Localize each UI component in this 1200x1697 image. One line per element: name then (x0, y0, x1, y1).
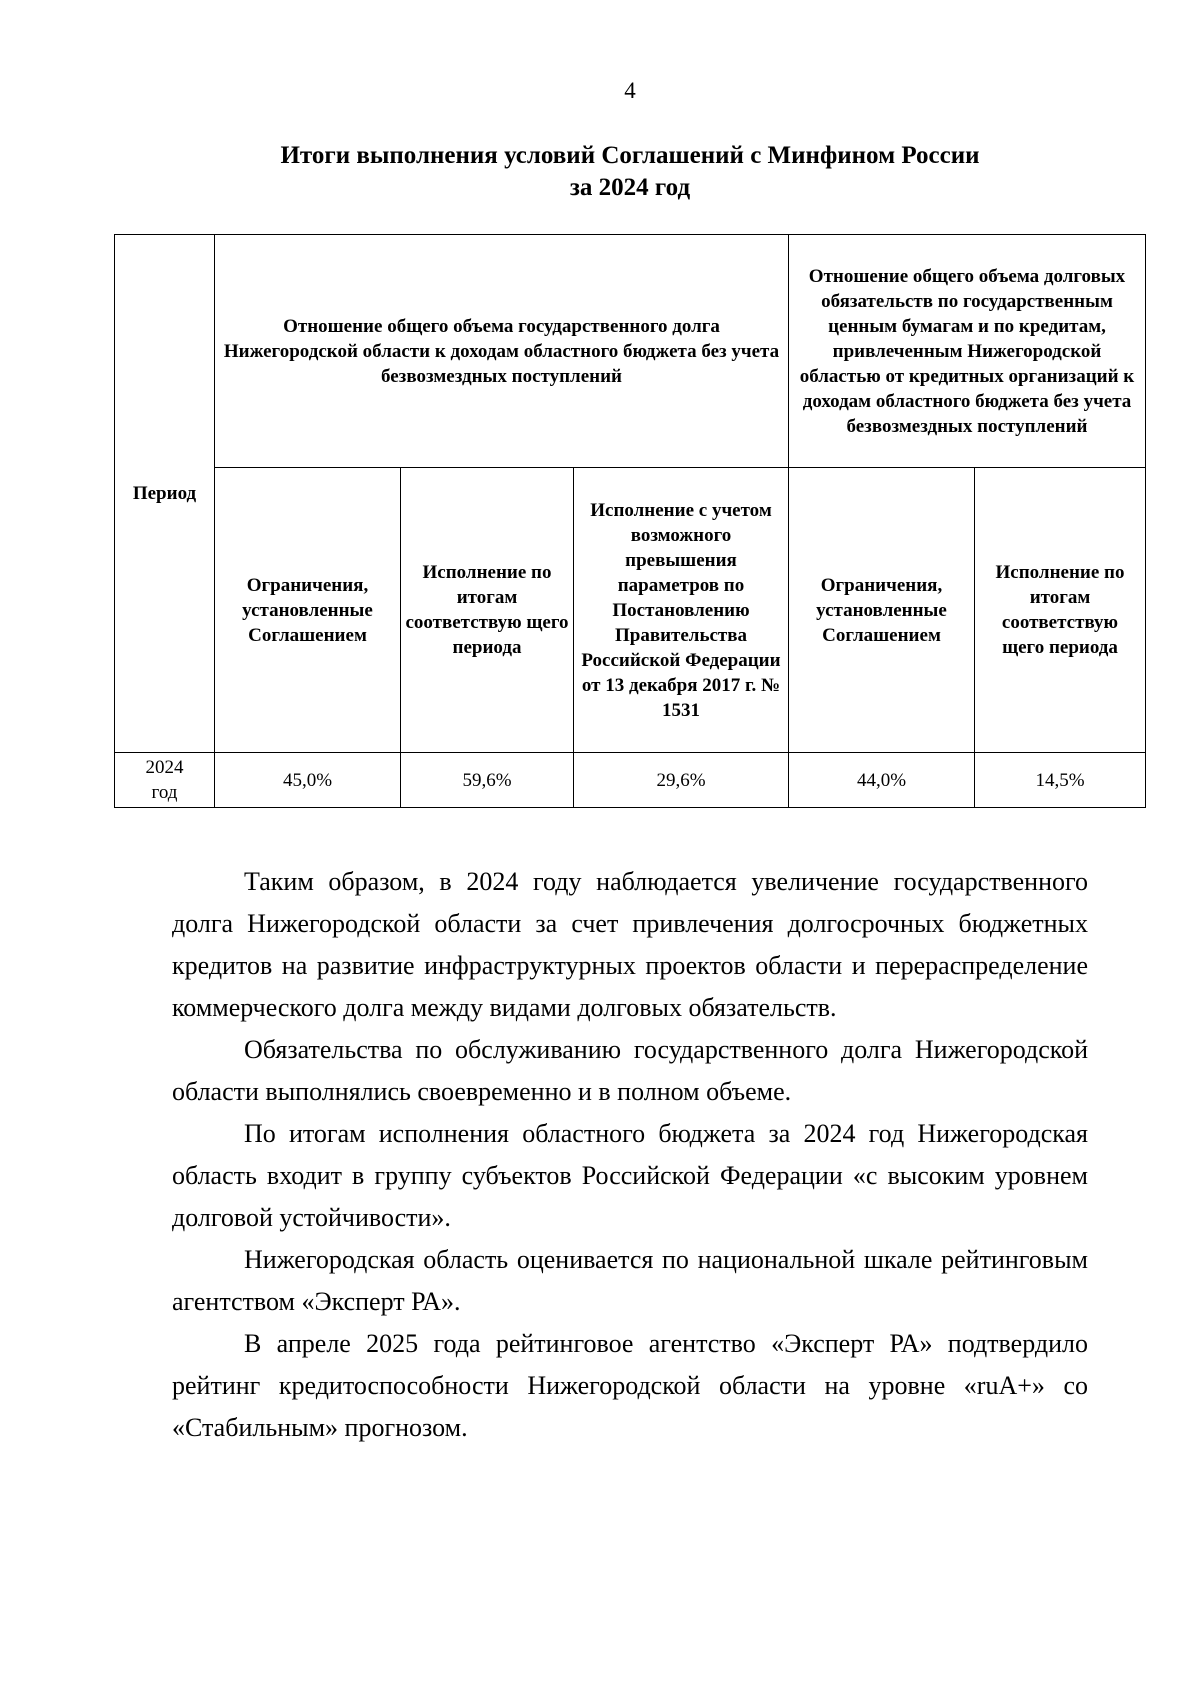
period-year: 2024 (145, 757, 184, 778)
results-table (114, 234, 1146, 808)
g1-limit-cell: 45,0% (215, 753, 401, 808)
paragraph: Нижегородская область оценивается по национальной шкале рейтинговым агентством «Эксперт РА». (172, 1245, 1088, 1316)
g1-exec-header: Исполнение по итогам соответствую щего периода (401, 468, 574, 753)
title-line-1: Итоги выполнения условий Соглашений с Минфином России (280, 142, 980, 169)
period-header: Период (115, 235, 215, 753)
title-line-2: за 2024 год (569, 174, 691, 201)
period-unit: год (151, 782, 178, 803)
g1-exec-excess-header: Исполнение с учетом возможного превышения параметров по Постановлению Правительства Российской Федерации от 13 декабря 2017 г. № 1531 (574, 468, 789, 753)
table-row (115, 753, 1146, 808)
body-text (172, 861, 1088, 1449)
g2-exec-header: Исполнение по итогам соответствую щего периода (975, 468, 1146, 753)
g2-exec-cell: 14,5% (975, 753, 1146, 808)
paragraph: По итогам исполнения областного бюджета за 2024 год Нижегородская область входит в группу субъектов Российской Федерации «с высоким уровнем долговой устойчивости». (172, 1119, 1088, 1232)
period-cell (115, 753, 215, 808)
paragraph: В апреле 2025 года рейтинговое агентство «Эксперт РА» подтвердило рейтинг кредитоспособности Нижегородской области на уровне «ruA+» со «Стабильным» прогнозом. (172, 1329, 1088, 1442)
g2-limit-header: Ограничения, установленные Соглашением (789, 468, 975, 753)
g1-exec-cell: 59,6% (401, 753, 574, 808)
paragraph: Обязательства по обслуживанию государственного долга Нижегородской области выполнялись своевременно и в полном объеме. (172, 1035, 1088, 1106)
page-number: 4 (624, 78, 636, 103)
g1-exec-excess-cell: 29,6% (574, 753, 789, 808)
g1-limit-header: Ограничения, установленные Соглашением (215, 468, 401, 753)
g2-limit-cell: 44,0% (789, 753, 975, 808)
group2-header: Отношение общего объема долговых обязательств по государственным ценным бумагам и по кредитам, привлеченным Нижегородской областью от кредитных организаций к доходам областного бюджета без учета безвозмездных поступлений (789, 235, 1146, 468)
paragraph: Таким образом, в 2024 году наблюдается увеличение государственного долга Нижегородской области за счет привлечения долгосрочных бюджетных кредитов на развитие инфраструктурных проектов области и перераспределение коммерческого долга между видами долговых обязательств. (172, 867, 1088, 1022)
group1-header: Отношение общего объема государственного долга Нижегородской области к доходам областного бюджета без учета безвозмездных поступлений (215, 235, 789, 468)
document-title (0, 140, 1200, 204)
